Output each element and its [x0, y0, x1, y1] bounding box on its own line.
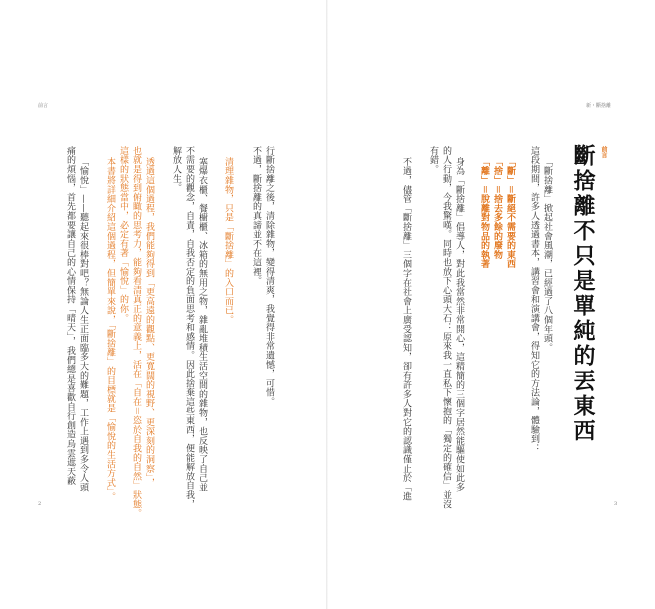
section-label: 前言	[600, 146, 607, 158]
chapter-title: 斷捨離不只是單純的丟東西	[570, 144, 596, 444]
highlight-column: 透過這個過程，我們能夠得到「更高遠的觀點、更寬闊的視野、更深刻的洞察」，	[144, 157, 154, 488]
body-column: 解放人生。	[171, 146, 181, 193]
body-column: 的人行動，今我驚嘆。同時也放下心頭大石：原來我一直私下懷抱的「獨定的確信」並沒	[441, 146, 451, 509]
running-head-right: 新・斷捨離	[586, 103, 612, 109]
body-column: 痛的煩惱，首先都要讓自己的心情保持「晴天」，我們總是喜歡自行創造烏雲遮天蔽	[65, 146, 75, 486]
page-number-right: 3	[614, 501, 618, 507]
body-column: 不需要的觀念，自責，自我否定的負面思考和感情。因此捨棄這些東西，便能解放自我，	[184, 146, 194, 509]
body-column: 身為「斷捨離」倡導人，對此我當然非常開心，這精簡的三個字居然能驅使如此多	[454, 157, 464, 492]
definition-li: 「離」＝脫離對物品的執著	[479, 157, 489, 269]
left-page	[0, 0, 327, 609]
body-column: 塞爆衣櫃、餐櫥櫃、冰箱的無用之物，雜亂堆積生活空間的雜物，也反映了自己並	[197, 157, 207, 492]
highlight-column: 本書將詳細介紹這個過程，但簡單來說，「斷捨離」的目標就是「愉悅的生活方式」。	[105, 157, 115, 502]
page-number-left: 2	[38, 501, 42, 507]
highlight-column: 也就是得到俯瞰的思考力，能夠看清真正的意義上，活在「自在＝恣於自我的自然」狀態。	[131, 146, 141, 518]
definition-she: 「捨」＝捨去多餘的廢物	[492, 157, 502, 260]
body-column: 不過，儘管「斷捨離」三個字在社會上廣受認知，卻有許多人對它的認識僅止於「進	[401, 157, 411, 502]
highlight-column: 清理雜物，只是「斷捨離」的入口而已。	[223, 157, 233, 325]
body-column: 有錯。	[428, 146, 438, 174]
body-column: 不過，斷捨離的真諦並不在這裡。	[251, 146, 261, 286]
body-column: 「斷捨離」掀起社會風潮，已經過了八個年頭。	[542, 157, 552, 353]
right-page	[328, 0, 655, 609]
body-column: 「愉悅」——聽起來很棒對吧？無論人生正面臨多大的難題，工作上遇到多令人頭	[78, 157, 88, 492]
body-column: 行斷捨離之後，清除雜物，變得清爽，我覺得非常遺憾，可惜。	[264, 146, 274, 407]
body-column: 這段期間，許多人透過書本，講習會和演講會，得知它的方法論，體驗到：	[529, 146, 539, 453]
definition-dan: 「斷」＝斷絕不需要的東西	[505, 157, 515, 269]
running-head-left: 前言	[38, 103, 49, 109]
highlight-column: 這樣的狀態當中，必定有著「愉悅」的你。	[118, 146, 128, 323]
